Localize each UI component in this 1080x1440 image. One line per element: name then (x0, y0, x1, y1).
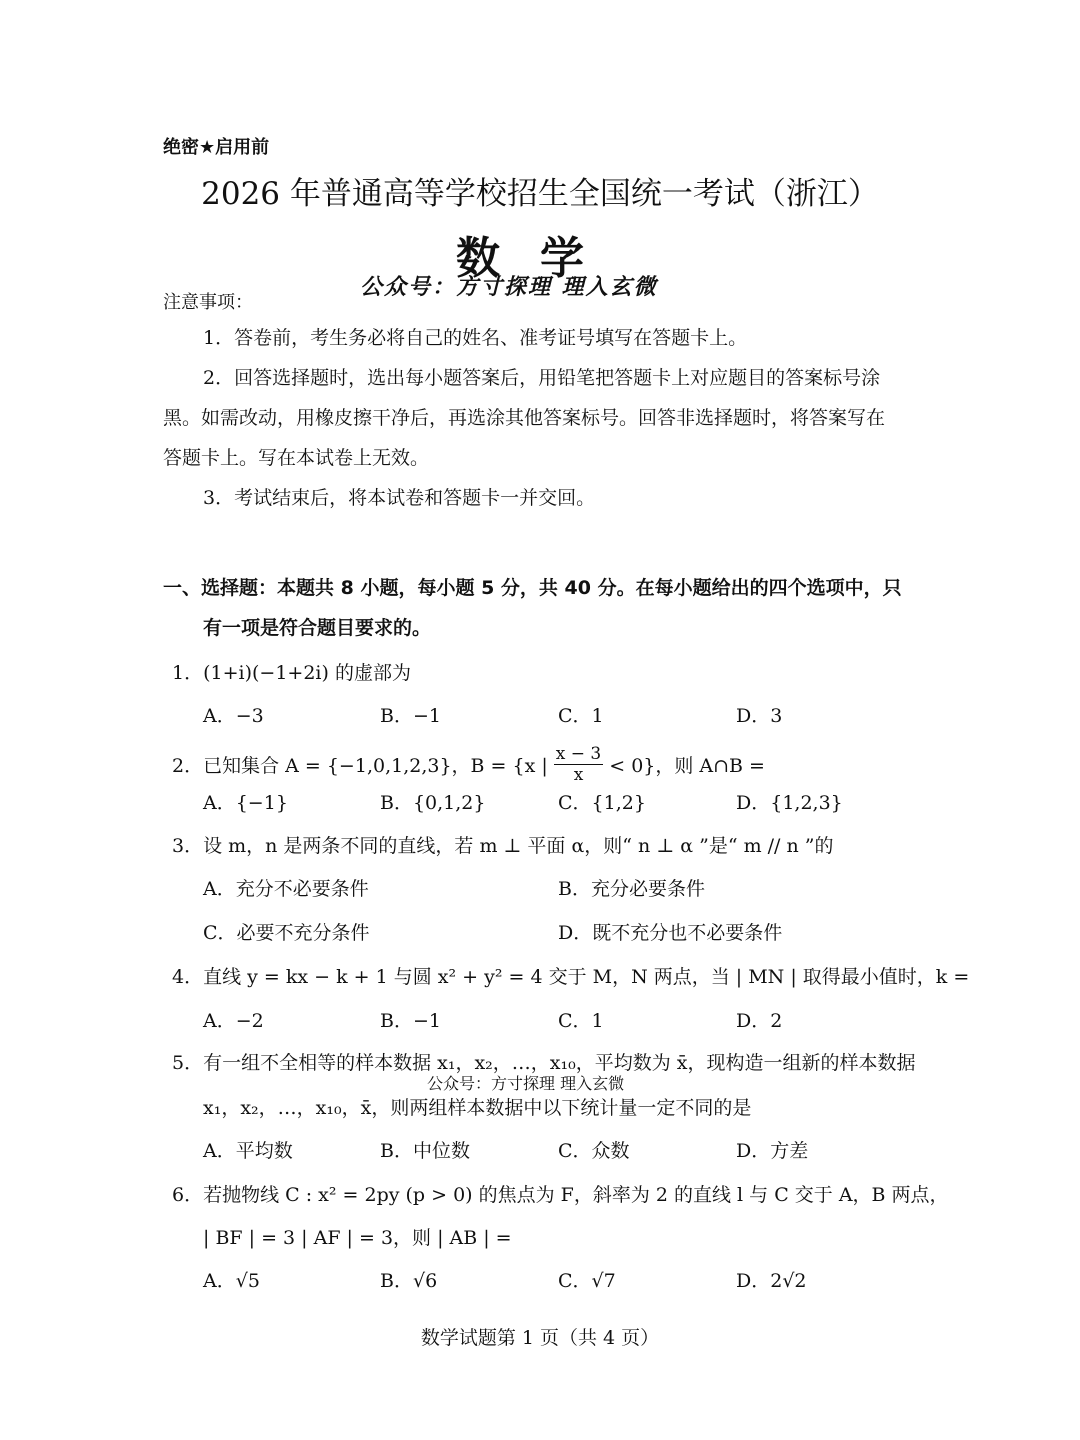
q1-option-c: C．1 (558, 705, 604, 727)
question-4-stem: 4．直线 y = kx − k + 1 与圆 x² + y² = 4 交于 M，N 两点，当 | MN | 取得最小值时，k = (172, 966, 970, 988)
q4-option-b: B．−1 (380, 1010, 441, 1032)
q3-option-c: C．必要不充分条件 (203, 922, 370, 944)
notice-heading: 注意事项： (163, 292, 253, 313)
subject-title: 数学 (456, 233, 624, 284)
page-footer: 数学试题第 1 页（共 4 页） (420, 1327, 660, 1349)
q2-option-a: A．{−1} (203, 792, 288, 814)
question-5-stem-line2: x₁，x₂，…，x₁₀，x̄，则两组样本数据中以下统计量一定不同的是 (203, 1097, 752, 1119)
question-5-stem-line1: 5．有一组不全相等的样本数据 x₁，x₂，…，x₁₀，平均数为 x̄，现构造一组新的样本数据 (172, 1052, 916, 1074)
q2-fraction (554, 744, 603, 785)
q4-option-c: C．1 (558, 1010, 604, 1032)
q5-option-b: B．中位数 (380, 1140, 470, 1162)
exam-title: 2026 年普通高等学校招生全国统一考试（浙江） (201, 176, 879, 212)
section-heading (163, 568, 923, 648)
q2-option-c: C．{1,2} (558, 792, 646, 814)
section-heading-line2: 有一项是符合题目要求的。 (203, 617, 432, 639)
q2-fraction-denominator: x (573, 765, 584, 785)
q5-option-c: C．众数 (558, 1140, 630, 1162)
q6-option-c: C．√7 (558, 1270, 616, 1292)
q5-option-a: A．平均数 (203, 1140, 293, 1162)
question-6-stem-line2: | BF | = 3 | AF | = 3，则 | AB | = (203, 1227, 512, 1249)
q2-option-d: D．{1,2,3} (736, 792, 843, 814)
q3-option-d: D．既不充分也不必要条件 (558, 922, 783, 944)
question-3-stem: 3．设 m，n 是两条不同的直线，若 m ⊥ 平面 α，则“ n ⊥ α ”是“ m // n ”的 (172, 835, 834, 857)
question-6-stem-line1: 6．若抛物线 C : x² = 2py (p > 0) 的焦点为 F，斜率为 2 的直线 l 与 C 交于 A，B 两点， (172, 1184, 949, 1206)
q6-option-d: D．2√2 (736, 1270, 807, 1292)
q4-option-d: D．2 (736, 1010, 783, 1032)
secret-label: 绝密★启用前 (163, 137, 270, 158)
q2-stem-suffix: < 0}，则 A∩B = (609, 755, 765, 777)
section-heading-line1: 一、选择题：本题共 8 小题，每小题 5 分，共 40 分。在每小题给出的四个选项中，只 (163, 577, 902, 599)
notice-item-3: 3．考试结束后，将本试卷和答题卡一并交回。 (203, 487, 596, 509)
q6-option-a: A．√5 (203, 1270, 260, 1292)
q5-option-d: D．方差 (736, 1140, 809, 1162)
q2-stem-prefix: 2．已知集合 A = {−1,0,1,2,3}，B = {x | (172, 755, 548, 777)
q1-option-d: D．3 (736, 705, 783, 727)
q3-option-b: B．充分必要条件 (558, 878, 705, 900)
q1-option-a: A．−3 (203, 705, 264, 727)
notice-item-2-line1: 2．回答选择题时，选出每小题答案后，用铅笔把答题卡上对应题目的答案标号涂 (203, 367, 881, 389)
q1-option-b: B．−1 (380, 705, 441, 727)
notice-item-2-line2: 黑。如需改动，用橡皮擦干净后，再选涂其他答案标号。回答非选择题时，将答案写在 (163, 407, 886, 429)
notice-item-1: 1．答卷前，考生务必将自己的姓名、准考证号填写在答题卡上。 (203, 327, 748, 349)
q2-fraction-numerator: x − 3 (555, 744, 602, 764)
question-1-stem: 1．(1+i)(−1+2i) 的虚部为 (172, 662, 411, 684)
watermark-mid: 公众号：方寸探理 理入玄微 (427, 1074, 625, 1093)
question-2-stem (172, 744, 765, 785)
notice-list (163, 318, 923, 518)
q3-option-a: A．充分不必要条件 (203, 878, 369, 900)
watermark-top: 公众号：方寸探理 理入玄微 (360, 274, 658, 300)
q4-option-a: A．−2 (203, 1010, 264, 1032)
q6-option-b: B．√6 (380, 1270, 438, 1292)
q2-option-b: B．{0,1,2} (380, 792, 486, 814)
notice-item-2-line3: 答题卡上。写在本试卷上无效。 (163, 447, 430, 469)
